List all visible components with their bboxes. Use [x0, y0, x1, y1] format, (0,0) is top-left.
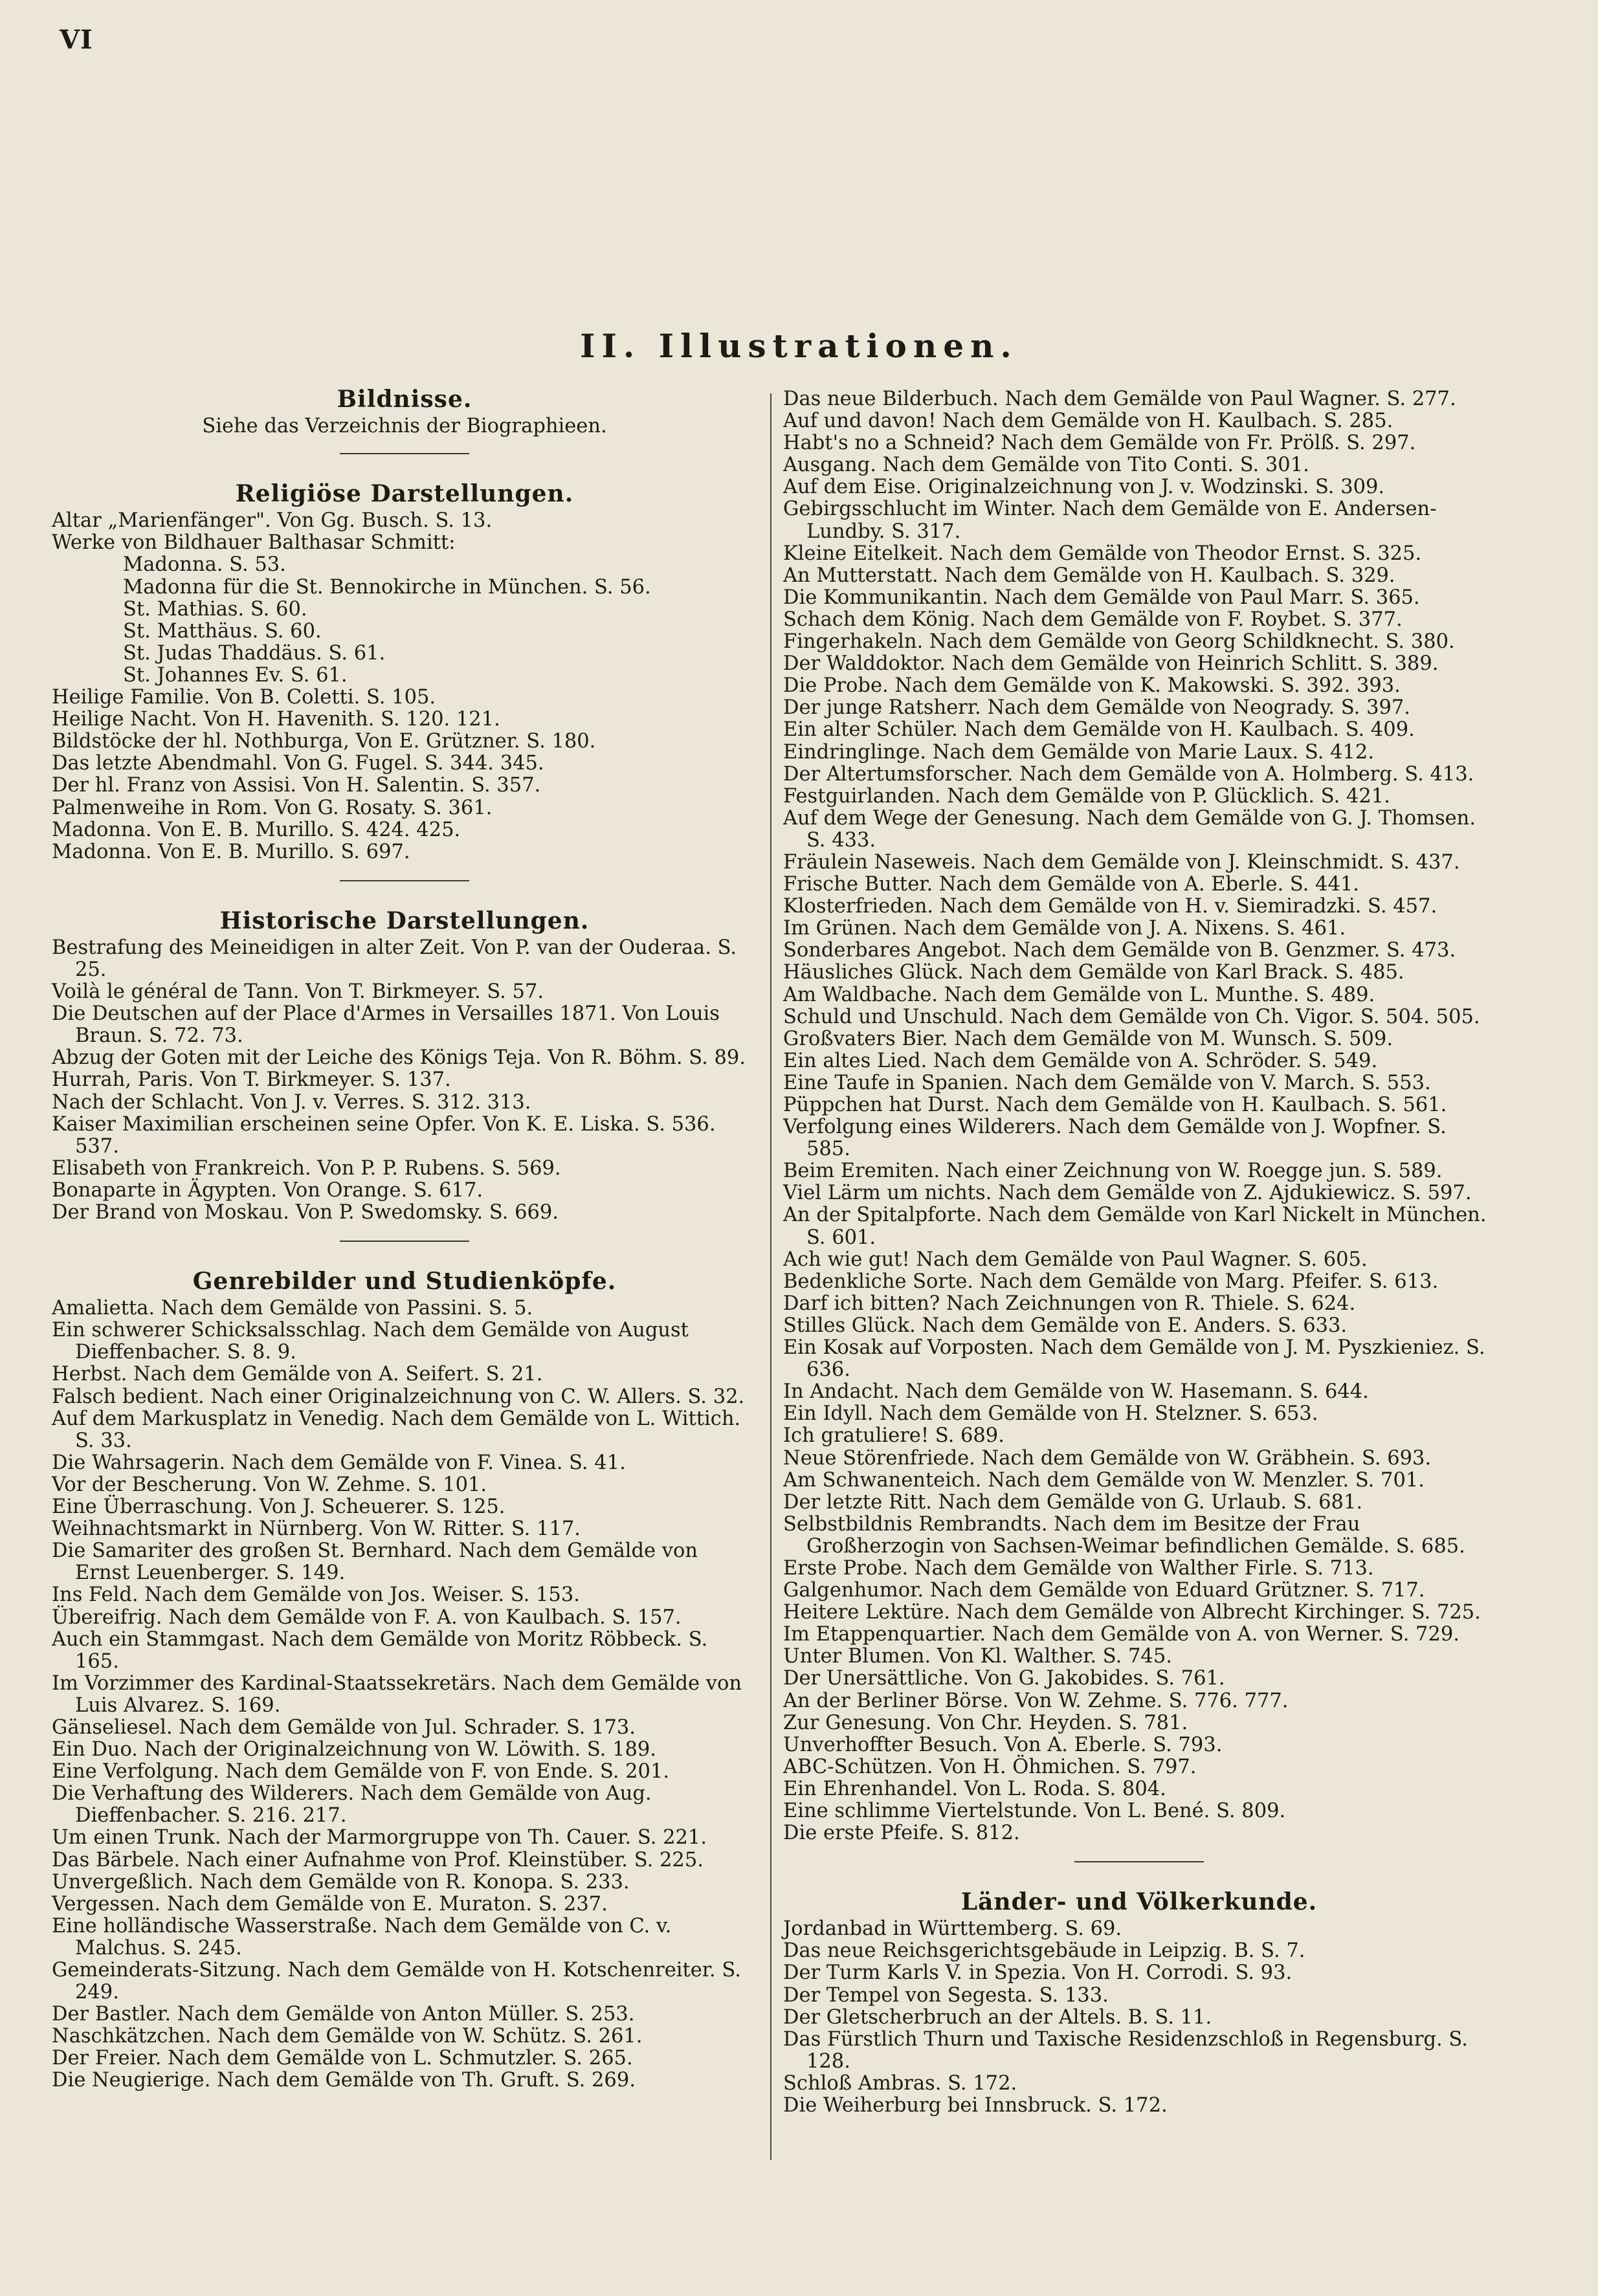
index-entry: Schuld und Unschuld. Nach dem Gemälde von Ch. Vigor. S. 504. 505.: [783, 1005, 1480, 1028]
index-entry: Unter Blumen. Von Kl. Walther. S. 745.: [783, 1645, 1172, 1668]
index-entry: Der Walddoktor. Nach dem Gemälde von Heinrich Schlitt. S. 389.: [783, 652, 1439, 676]
index-entry: Ein Duo. Nach der Originalzeichnung von W. Löwith. S. 189.: [52, 1738, 656, 1761]
index-entry: Hurrah, Paris. Von T. Birkmeyer. S. 137.: [52, 1068, 451, 1092]
index-entry: Madonna für die St. Bennokirche in München. S. 56.: [123, 575, 651, 599]
index-entry: Fingerhakeln. Nach dem Gemälde von Georg Schildknecht. S. 380.: [783, 630, 1455, 654]
index-entry: Im Etappenquartier. Nach dem Gemälde von A. von Werner. S. 729.: [783, 1623, 1459, 1646]
index-entry: Zur Genesung. Von Chr. Heyden. S. 781.: [783, 1711, 1188, 1734]
index-entry: Nach der Schlacht. Von J. v. Verres. S. 312. 313.: [52, 1090, 531, 1114]
index-entry: Stilles Glück. Nach dem Gemälde von E. Anders. S. 633.: [783, 1314, 1348, 1337]
section-title: Länder- und Völkerkunde.: [960, 1888, 1318, 1916]
index-entry: Vor der Bescherung. Von W. Zehme. S. 101.: [52, 1473, 487, 1496]
index-entry: Ausgang. Nach dem Gemälde von Tito Conti. S. 301.: [783, 454, 1309, 477]
page-number: VI: [60, 25, 93, 55]
index-entry: Der junge Ratsherr. Nach dem Gemälde von Neogrady. S. 397.: [783, 696, 1410, 720]
index-entry: Die Weiherburg bei Innsbruck. S. 172.: [783, 2094, 1168, 2117]
index-entry: In Andacht. Nach dem Gemälde von W. Hasemann. S. 644.: [783, 1380, 1369, 1404]
section-divider: [340, 1241, 469, 1242]
index-entry: Falsch bedient. Nach einer Originalzeichnung von C. W. Allers. S. 32.: [52, 1385, 745, 1408]
index-entry: Elisabeth von Frankreich. Von P. P. Rubens. S. 569.: [52, 1156, 561, 1180]
index-entry: Auf dem Eise. Originalzeichnung von J. v. Wodzinski. S. 309.: [783, 476, 1385, 499]
index-entry: Sonderbares Angebot. Nach dem Gemälde von B. Genzmer. S. 473.: [783, 939, 1456, 962]
index-entry: Um einen Trunk. Nach der Marmorgruppe von Th. Cauer. S. 221.: [52, 1826, 707, 1849]
index-entry: Im Vorzimmer des Kardinal-Staatssekretärs. Nach dem Gemälde von Luis Alvarez. S. 169.: [52, 1672, 742, 1717]
index-entry: Ein Kosak auf Vorposten. Nach dem Gemälde von J. M. Pyszkieniez. S. 636.: [783, 1336, 1485, 1382]
index-entry: An der Spitalpforte. Nach dem Gemälde von Karl Nickelt in München. S. 601.: [783, 1204, 1487, 1249]
index-entry: Bedenkliche Sorte. Nach dem Gemälde von Marg. Pfeifer. S. 613.: [783, 1270, 1439, 1293]
index-entry: Die erste Pfeife. S. 812.: [783, 1822, 1020, 1845]
index-entry: Das Fürstlich Thurn und Taxische Residenzschloß in Regensburg. S. 128.: [783, 2027, 1468, 2073]
index-entry: Die Deutschen auf der Place d'Armes in Versailles 1871. Von Louis Braun. S. 72. 73.: [52, 1002, 720, 1048]
section-subtitle: Siehe das Verzeichnis der Biographieen.: [202, 415, 607, 438]
index-entry: Naschkätzchen. Nach dem Gemälde von W. Schütz. S. 261.: [52, 2025, 643, 2048]
index-entry: Werke von Bildhauer Balthasar Schmitt:: [52, 531, 456, 555]
index-entry: Gebirgsschlucht im Winter. Nach dem Gemälde von E. Andersen-Lundby. S. 317.: [783, 498, 1437, 543]
index-entry: Ein alter Schüler. Nach dem Gemälde von H. Kaulbach. S. 409.: [783, 718, 1415, 742]
index-entry: Vergessen. Nach dem Gemälde von E. Muraton. S. 237.: [52, 1892, 608, 1915]
page-title: II. Illustrationen.: [580, 327, 1018, 365]
index-entry: Madonna. S. 53.: [123, 553, 286, 577]
index-entry: Der Gletscherbruch an der Altels. B. S. 11.: [783, 2005, 1212, 2029]
index-entry: Bestrafung des Meineidigen in alter Zeit. Von P. van der Ouderaa. S. 25.: [52, 936, 737, 981]
index-entry: Ein altes Lied. Nach dem Gemälde von A. Schröder. S. 549.: [783, 1049, 1378, 1072]
index-entry: Ach wie gut! Nach dem Gemälde von Paul Wagner. S. 605.: [783, 1248, 1368, 1271]
index-entry: Großvaters Bier. Nach dem Gemälde von M. Wunsch. S. 509.: [783, 1027, 1393, 1050]
section: [52, 480, 757, 863]
index-entry: Der Altertumsforscher. Nach dem Gemälde von A. Holmberg. S. 413.: [783, 762, 1474, 786]
index-entry: Unvergeßlich. Nach dem Gemälde von R. Konopa. S. 233.: [52, 1870, 630, 1893]
index-entry: Auf dem Wege der Genesung. Nach dem Gemälde von G. J. Thomsen. S. 433.: [783, 806, 1476, 852]
index-entry: Auf dem Markusplatz in Venedig. Nach dem Gemälde von L. Wittich. S. 33.: [52, 1407, 741, 1452]
index-entry: Neue Störenfriede. Nach dem Gemälde von W. Gräbhein. S. 693.: [783, 1446, 1432, 1470]
column-divider: [770, 393, 771, 2160]
index-entry: Die Wahrsagerin. Nach dem Gemälde von F. Vinea. S. 41.: [52, 1451, 626, 1474]
index-entry: Heitere Lektüre. Nach dem Gemälde von Albrecht Kirchinger. S. 725.: [783, 1601, 1481, 1624]
index-entry: Amalietta. Nach dem Gemälde von Passini. S. 5.: [52, 1297, 533, 1320]
index-entry: Darf ich bitten? Nach Zeichnungen von R. Thiele. S. 624.: [783, 1292, 1356, 1315]
index-entry: Ein Ehrenhandel. Von L. Roda. S. 804.: [783, 1777, 1166, 1800]
index-entry: Das letzte Abendmahl. Von G. Fugel. S. 344. 345.: [52, 752, 544, 775]
index-entry: Unverhoffter Besuch. Von A. Eberle. S. 793.: [783, 1733, 1223, 1756]
index-entry: Heilige Nacht. Von H. Havenith. S. 120. 121.: [52, 708, 500, 731]
index-entry: Gänseliesel. Nach dem Gemälde von Jul. Schrader. S. 173.: [52, 1716, 636, 1739]
index-entry: An der Berliner Börse. Von W. Zehme. S. 776. 777.: [783, 1689, 1289, 1712]
index-entry: ABC-Schützen. Von H. Öhmichen. S. 797.: [783, 1755, 1197, 1778]
section-divider: [1074, 1861, 1204, 1862]
index-entry: Im Grünen. Nach dem Gemälde von J. A. Nixens. S. 461.: [783, 917, 1346, 940]
index-entry: Am Waldbache. Nach dem Gemälde von L. Munthe. S. 489.: [783, 983, 1375, 1006]
index-entry: Häusliches Glück. Nach dem Gemälde von Karl Brack. S. 485.: [783, 961, 1404, 984]
index-entry: Der Unersättliche. Von G. Jakobides. S. 761.: [783, 1667, 1225, 1690]
index-entry: Eindringlinge. Nach dem Gemälde von Marie Laux. S. 412.: [783, 740, 1375, 764]
index-entry: Das neue Reichsgerichtsgebäude in Leipzig. B. S. 7.: [783, 1939, 1305, 1963]
index-entry: Kaiser Maximilian erscheinen seine Opfer. Von K. E. Liska. S. 536. 537.: [52, 1112, 716, 1158]
index-entry: An Mutterstatt. Nach dem Gemälde von H. Kaulbach. S. 329.: [783, 564, 1395, 587]
index-entry: Eine holländische Wasserstraße. Nach dem Gemälde von C. v. Malchus. S. 245.: [52, 1914, 672, 1959]
index-entry: St. Johannes Ev. S. 61.: [123, 663, 348, 687]
index-entry: Heilige Familie. Von B. Coletti. S. 105.: [52, 686, 436, 709]
index-entry: Abzug der Goten mit der Leiche des Königs Teja. Von R. Böhm. S. 89.: [52, 1046, 746, 1070]
index-entry: Frische Butter. Nach dem Gemälde von A. Eberle. S. 441.: [783, 873, 1359, 896]
index-entry: Eine schlimme Viertelstunde. Von L. Bené. S. 809.: [783, 1800, 1286, 1822]
index-entry: Verfolgung eines Wilderers. Nach dem Gemälde von J. Wopfner. S. 585.: [783, 1116, 1447, 1161]
index-entry: Der Brand von Moskau. Von P. Swedomsky. S. 669.: [52, 1201, 559, 1224]
index-entry: Die Kommunikantin. Nach dem Gemälde von Paul Marr. S. 365.: [783, 586, 1420, 609]
index-entry: Der letzte Ritt. Nach dem Gemälde von G. Urlaub. S. 681.: [783, 1490, 1363, 1514]
section: [52, 388, 757, 437]
index-entry: Gemeinderats-Sitzung. Nach dem Gemälde von H. Kotschenreiter. S. 249.: [52, 1959, 741, 2004]
index-entry: Die Probe. Nach dem Gemälde von K. Makowski. S. 392. 393.: [783, 674, 1401, 698]
index-entry: Übereifrig. Nach dem Gemälde von F. A. von Kaulbach. S. 157.: [52, 1606, 682, 1629]
section-title: Historische Darstellungen.: [219, 907, 590, 934]
index-entry: Galgenhumor. Nach dem Gemälde von Eduard Grützner. S. 717.: [783, 1579, 1425, 1602]
section-title: Bildnisse.: [337, 386, 472, 413]
section-title: Genrebilder und Studienköpfe.: [192, 1268, 617, 1296]
index-entry: Habt's no a Schneid? Nach dem Gemälde von Fr. Prölß. S. 297.: [783, 432, 1416, 455]
index-entry: Fräulein Naseweis. Nach dem Gemälde von J. Kleinschmidt. S. 437.: [783, 850, 1460, 874]
index-entry: Schach dem König. Nach dem Gemälde von F. Roybet. S. 377.: [783, 608, 1403, 631]
section-title: Religiöse Darstellungen.: [235, 480, 574, 508]
index-entry: Herbst. Nach dem Gemälde von A. Seifert. S. 21.: [52, 1363, 543, 1386]
index-entry: Ein Idyll. Nach dem Gemälde von H. Stelzner. S. 653.: [783, 1402, 1318, 1426]
left-column: [52, 388, 757, 2092]
index-entry: Schloß Ambras. S. 172.: [783, 2071, 1017, 2095]
index-entry: Der Freier. Nach dem Gemälde von L. Schmutzler. S. 265.: [52, 2047, 633, 2070]
index-entry: Bonaparte in Ägypten. Von Orange. S. 617.: [52, 1178, 483, 1202]
index-entry: Ins Feld. Nach dem Gemälde von Jos. Weiser. S. 153.: [52, 1584, 580, 1607]
index-entry: Der Turm Karls V. in Spezia. Von H. Corrodi. S. 93.: [783, 1961, 1293, 1985]
index-entry: Am Schwanenteich. Nach dem Gemälde von W. Menzler. S. 701.: [783, 1468, 1425, 1492]
index-entry: Madonna. Von E. B. Murillo. S. 424. 425.: [52, 818, 461, 841]
index-entry: Das Bärbele. Nach einer Aufnahme von Prof. Kleinstüber. S. 225.: [52, 1848, 704, 1871]
index-entry: Jordanbad in Württemberg. S. 69.: [783, 1917, 1122, 1941]
index-entry: Auch ein Stammgast. Nach dem Gemälde von Moritz Röbbeck. S. 165.: [52, 1628, 708, 1673]
index-entry: Erste Probe. Nach dem Gemälde von Walther Firle. S. 713.: [783, 1556, 1374, 1580]
index-entry: Ein schwerer Schicksalsschlag. Nach dem Gemälde von August Dieffenbacher. S. 8. 9.: [52, 1319, 689, 1364]
index-entry: Festguirlanden. Nach dem Gemälde von P. Glücklich. S. 421.: [783, 784, 1390, 808]
section: [52, 1270, 757, 2092]
index-entry: Selbstbildnis Rembrandts. Nach dem im Besitze der Frau Großherzogin von Sachsen-Weimar befindlichen Gemälde. S. 685.: [783, 1512, 1465, 1558]
index-entry: Eine Verfolgung. Nach dem Gemälde von F. von Ende. S. 201.: [52, 1760, 670, 1783]
index-entry: Püppchen hat Durst. Nach dem Gemälde von H. Kaulbach. S. 561.: [783, 1094, 1447, 1116]
index-entry: Der Bastler. Nach dem Gemälde von Anton Müller. S. 253.: [52, 2003, 635, 2026]
index-entry: Auf und davon! Nach dem Gemälde von H. Kaulbach. S. 285.: [783, 410, 1393, 433]
index-entry: Kleine Eitelkeit. Nach dem Gemälde von Theodor Ernst. S. 325.: [783, 542, 1422, 565]
index-entry: Ich gratuliere! S. 689.: [783, 1424, 1004, 1448]
index-entry: Palmenweihe in Rom. Von G. Rosaty. S. 361.: [52, 796, 493, 819]
section: [52, 907, 757, 1224]
index-entry: Madonna. Von E. B. Murillo. S. 697.: [52, 840, 410, 863]
section-divider: [340, 880, 469, 881]
index-entry: St. Judas Thaddäus. S. 61.: [123, 641, 386, 665]
index-entry: Der hl. Franz von Assisi. Von H. Salentin. S. 357.: [52, 774, 541, 797]
index-entry: Weihnachtsmarkt in Nürnberg. Von W. Ritter. S. 117.: [52, 1518, 581, 1541]
index-entry: St. Matthäus. S. 60.: [123, 619, 322, 643]
index-entry: Beim Eremiten. Nach einer Zeichnung von W. Roegge jun. S. 589.: [783, 1160, 1443, 1183]
index-entry: Eine Taufe in Spanien. Nach dem Gemälde von V. March. S. 553.: [783, 1071, 1431, 1094]
index-entry: Voilà le général de Tann. Von T. Birkmeyer. S. 57.: [52, 980, 544, 1004]
index-entry: Viel Lärm um nichts. Nach dem Gemälde von Z. Ajdukiewicz. S. 597.: [783, 1182, 1472, 1205]
index-entry: Die Samariter des großen St. Bernhard. Nach dem Gemälde von Ernst Leuenberger. S. 149.: [52, 1540, 698, 1585]
index-entry: Das neue Bilderbuch. Nach dem Gemälde von Paul Wagner. S. 277.: [783, 388, 1456, 410]
section: [783, 388, 1495, 1844]
index-entry: Altar „Marienfänger". Von Gg. Busch. S. 13.: [52, 509, 493, 533]
index-entry: Die Neugierige. Nach dem Gemälde von Th. Gruft. S. 269.: [52, 2069, 636, 2092]
index-entry: Bildstöcke der hl. Nothburga, Von E. Grützner. S. 180.: [52, 730, 596, 753]
index-entry: Die Verhaftung des Wilderers. Nach dem Gemälde von Aug. Dieffenbacher. S. 216. 217.: [52, 1782, 652, 1827]
index-entry: Der Tempel von Segesta. S. 133.: [783, 1983, 1109, 2007]
index-entry: Klosterfrieden. Nach dem Gemälde von H. v. Siemiradzki. S. 457.: [783, 895, 1437, 918]
section-divider: [340, 453, 469, 454]
section: [783, 1888, 1495, 2117]
right-column: [783, 388, 1495, 2117]
index-entry: St. Mathias. S. 60.: [123, 597, 307, 621]
index-entry: Eine Überraschung. Von J. Scheuerer. S. 125.: [52, 1496, 505, 1519]
